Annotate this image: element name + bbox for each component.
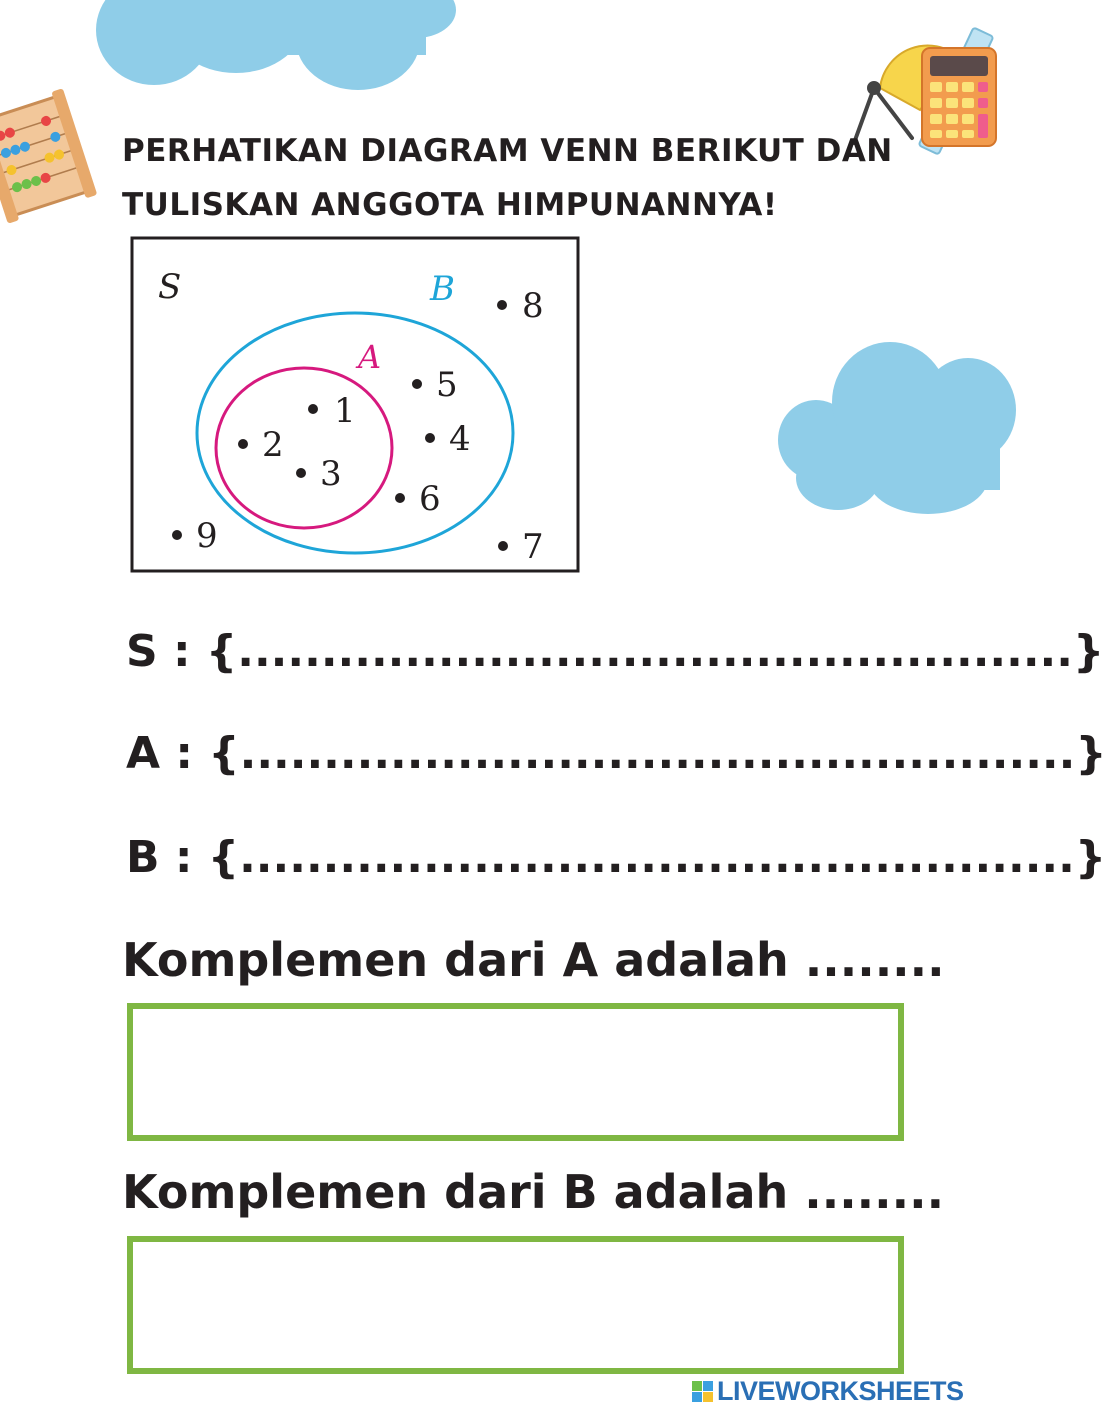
complement-a-question: Komplemen dari A adalah ........ <box>122 933 945 987</box>
set-b-answer-line[interactable]: B : {..................................................} <box>126 832 1107 883</box>
universal-set-label: S <box>158 267 182 307</box>
venn-diagram <box>130 236 580 573</box>
set-b-label: B <box>430 269 455 309</box>
element-7: 7 <box>522 527 544 567</box>
complement-b-answer-box[interactable] <box>127 1236 904 1374</box>
abacus-icon <box>0 80 108 224</box>
complement-a-answer-box[interactable] <box>127 1003 904 1141</box>
element-4: 4 <box>449 419 471 459</box>
element-5: 5 <box>436 365 458 405</box>
element-1: 1 <box>334 391 356 431</box>
instruction-text <box>122 124 893 232</box>
element-6: 6 <box>419 479 441 519</box>
liveworksheets-icon <box>692 1381 713 1402</box>
element-3: 3 <box>320 454 342 494</box>
set-s-answer-line[interactable]: S : {..................................................} <box>126 626 1105 677</box>
set-a-answer-line[interactable]: A : {..................................................} <box>126 728 1107 779</box>
set-a-label: A <box>358 338 382 376</box>
cloud-icon <box>778 340 1000 516</box>
brand-text: LIVEWORKSHEETS <box>717 1375 964 1406</box>
instruction-line-1: PERHATIKAN DIAGRAM VENN BERIKUT DAN <box>122 133 893 169</box>
instruction-line-2: TULISKAN ANGGOTA HIMPUNANNYA! <box>122 187 778 223</box>
liveworksheets-logo <box>692 1376 992 1406</box>
element-2: 2 <box>262 425 284 465</box>
element-8: 8 <box>522 286 544 326</box>
complement-b-question: Komplemen dari B adalah ........ <box>122 1165 945 1219</box>
element-9: 9 <box>196 516 218 556</box>
cloud-icon <box>96 0 456 96</box>
